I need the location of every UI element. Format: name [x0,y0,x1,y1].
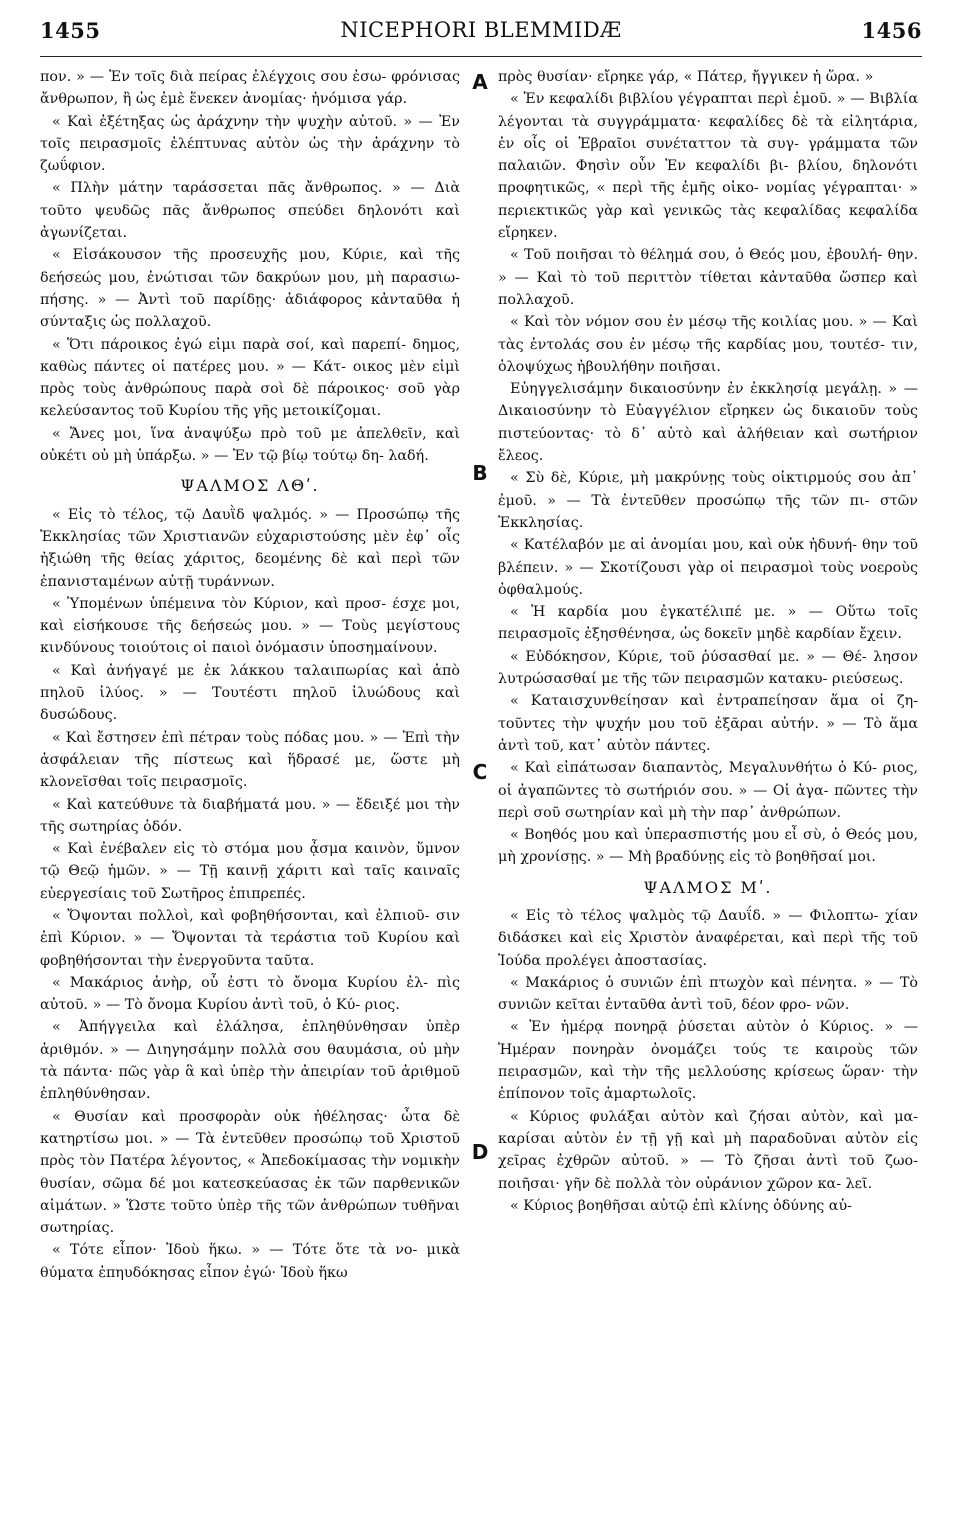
paragraph: « Πλὴν μάτην ταράσσεται πᾶς ἄνθρωπος. » — Διὰ τοῦτο ψευδῶς πᾶς ἄνθρωπος σπεύδει δηλονότι καὶ ἀγωνίζεται. [40,180,460,242]
paragraph: « Καὶ εἰπάτωσαν διαπαντὸς, Μεγαλυνθήτω ὁ Κύ- ριος, οἱ ἀγαπῶντες τὸ σωτήριόν σου. » — Οἱ ἀγα- πῶντες τὴν περὶ σοῦ σωτηρίαν καὶ μὴ τὴν παρ᾽ ἀνθρώπων. [498,760,918,821]
paragraph: « Καὶ κατεύθυνε τὰ διαβήματά μου. » — ἔδειξέ μοι τὴν τῆς σωτηρίας ὁδόν. [40,796,460,835]
page-number-right: 1456 [861,18,922,43]
right-column [498,66,918,1217]
section-marker-c: C [472,760,488,784]
paragraph: « Μακάριος ἀνὴρ, οὗ ἐστι τὸ ὄνομα Κυρίου ἐλ- πὶς αὐτοῦ. » — Τὸ ὄνομα Κυρίου ἀντὶ τοῦ, ὁ Κύ- ριος. [40,974,460,1014]
paragraph: « Ὅτι πάροικος ἐγώ εἰμι παρὰ σοί, καὶ παρεπί- δημος, καθὼς πάντες οἱ πατέρες μου. » — Κάτ- οικος μὲν εἰμὶ πρὸς τοὺς ἀνθρώπους παρὰ σοὶ δὲ πάροικος· σοῦ γὰρ κελεύσαντος τοῦ Κυρίου τῆς γῆς μετοικίζομαι. [40,336,460,420]
psalm-heading: ΨΑΛΜΟΣ Μʹ. [643,877,773,897]
paragraph: « Βοηθός μου καὶ ὑπερασπιστής μου εἶ σὺ, ὁ Θεός μου, μὴ χρονίσῃς. » — Μὴ βραδύνῃς εἰς τὸ βοηθῆσαί μοι. [498,827,918,866]
paragraph: « Εἰς τὸ τέλος ψαλμὸς τῷ Δαυΐδ. » — Φιλοπτω- χίαν διδάσκει καὶ εἰς Χριστὸν ἀναφέρεται, καὶ περὶ τῆς τοῦ Ἰούδα προλέγει ἀποστασίας. [498,907,918,969]
paragraph: πρὸς θυσίαν· εἴρηκε γάρ, « Πάτερ, ἤγγικεν ἡ ὥρα. » [498,69,874,85]
paragraph: « Καὶ ἔστησεν ἐπὶ πέτραν τοὺς πόδας μου. » — Ἐπὶ τὴν ἀσφάλειαν τῆς πίστεως καὶ ἥδρασέ με, ὥστε μὴ κλονεῖσθαι τοῖς πειρασμοῖς. [40,729,460,791]
psalm-heading: ΨΑΛΜΟΣ ΛΘʹ. [180,476,320,496]
paragraph: Εὐηγγελισάμην δικαιοσύνην ἐν ἐκκλησίᾳ μεγάλῃ. » — Δικαιοσύνην τὸ Εὐαγγέλιον εἴρηκεν ὡς δικαιοῦν τοὺς πιστεύοντας· τὸ δ᾽ αὐτὸ καὶ ἀλήθειαν καὶ σωτήριον ἔλεος. [498,381,918,465]
page-header [40,18,922,52]
paragraph: « Ἐν ἡμέρᾳ πονηρᾷ ῥύσεται αὐτὸν ὁ Κύριος. » — Ἡμέραν πονηρὰν ὀνομάζει τούς τε καιροὺς τῶν πειρασμῶν, καὶ τὴν τῆς μελλούσης κρίσεως ὥραν· τὴν ἐπίπονον τοῖς ἁμαρτωλοῖς. [498,1019,918,1103]
paragraph: « Καταισχυνθείησαν καὶ ἐντραπείησαν ἅμα οἱ ζη- τοῦντες τὴν ψυχήν μου τοῦ ἐξᾶραι αὐτήν. » — Τὸ ἅμα ἀντὶ τοῦ, κατ᾽ αὐτὸν πάντες. [498,693,918,754]
paragraph: « Ἐν κεφαλίδι βιβλίου γέγραπται περὶ ἐμοῦ. » — Βιβλία λέγονται τὰ συγγράμματα· κεφαλίδες δὲ τὰ εἰλητάρια, ἐν οἷς οἱ Ἑβραῖοι συνέταττον τὰ συγ- γράμματα τῶν παλαιῶν. Φησὶν οὖν Ἐν κεφαλίδι βι- βλίου, δηλονότι προφητικῶς, « περὶ τῆς ἐμῆς οἰκο- νομίας γέγραπται· » περιεκτικῶς γὰρ καὶ γενικῶς τὰς κεφαλίδας κεφαλίδα εἴρηκεν. [498,91,918,242]
paragraph: « Εἰσάκουσον τῆς προσευχῆς μου, Κύριε, καὶ τῆς δεήσεώς μου, ἐνώτισαι τῶν δακρύων μου, μὴ παρασιω- πήσης. » — Ἀντὶ τοῦ παρίδῃς· ἀδιάφορος κἀνταῦθα ἡ σύνταξις ὡς πολλαχοῦ. [40,247,460,331]
paragraph: « Εὐδόκησον, Κύριε, τοῦ ῥύσασθαί με. » — Θέ- λησον λυτρώσασθαί με τῆς τῶν πειρασμῶν κατακυ- ριεύσεως. [498,648,918,688]
paragraph: « Κατέλαβόν με αἱ ἀνομίαι μου, καὶ οὐκ ἠδυνή- θην τοῦ βλέπειν. » — Σκοτίζουσι γὰρ οἱ πειρασμοὶ τοὺς νοεροὺς ὀφθαλμούς. [498,537,918,598]
paragraph: « Καὶ ἐξέτηξας ὡς ἀράχνην τὴν ψυχὴν αὐτοῦ. » — Ἐν τοῖς πειρασμοῖς ἐλέπτυνας αὐτὸν ὡς τὴν ἀράχνην τὸ ζωΰφιον. [40,113,460,175]
paragraph: « Εἰς τὸ τέλος, τῷ Δαυῒδ ψαλμός. » — Προσώπῳ τῆς Ἐκκλησίας τῶν Χριστιανῶν εὐχαριστούσης μὲν ἐφ᾽ οἷς ἠξιώθη τῆς θείας χάριτος, δεομένης δὲ καὶ περὶ τῶν ἐπανισταμένων αὐτῇ τυράννων. [40,506,460,590]
paragraph: « Σὺ δὲ, Κύριε, μὴ μακρύνῃς τοὺς οἰκτιρμούς σου ἀπ᾽ ἐμοῦ. » — Τὰ ἐντεῦθεν προσώπῳ τῆς τῶν πι- στῶν Ἐκκλησίας. [498,470,918,531]
running-title: NICEPHORI BLEMMIDÆ [340,18,622,42]
paragraph: « Κύριος φυλάξαι αὐτὸν καὶ ζήσαι αὐτὸν, καὶ μα- καρίσαι αὐτὸν ἐν τῇ γῇ καὶ μὴ παραδοῦναι αὐτὸν εἰς χεῖρας ἐχθρῶν αὐτοῦ. » — Τὸ ζῆσαι ἀντὶ τοῦ ζωο- ποιῆσαι· γῆν δὲ πολλὰ τὸν οὐράνιον χῶρον κα- λεῖ. [498,1108,918,1192]
page-number-left: 1455 [40,18,101,43]
section-marker-d: D [471,1140,489,1164]
left-column [40,66,460,1284]
paragraph: « Κύριος βοηθῆσαι αὐτῷ ἐπὶ κλίνης ὀδύνης αὐ- [510,1197,852,1214]
header-rule [40,56,922,57]
paragraph: « Ἀπήγγειλα καὶ ἐλάλησα, ἐπληθύνθησαν ὑπὲρ ἀριθμόν. » — Διηγησάμην πολλὰ σου θαυμάσια, οὐ μὴν τὰ πάντα· πῶς γὰρ ἃ καὶ ὑπὲρ τὴν ἀπειρίαν τοῦ ἀριθμοῦ ἐπληθύνθησαν. [40,1019,460,1103]
paragraph: « Ὄψονται πολλοὶ, καὶ φοβηθήσονται, καὶ ἐλπιοῦ- σιν ἐπὶ Κύριον. » — Ὄψονται τὰ τεράστια τοῦ Κυρίου καὶ φοβηθήσονται τὴν ἐνεργοῦντα ταῦτα. [40,907,460,969]
paragraph: « Καὶ ἐνέβαλεν εἰς τὸ στόμα μου ᾆσμα καινὸν, ὕμνον τῷ Θεῷ ἡμῶν. » — Τῇ καινῇ χάριτι καὶ ταῖς καιναῖς εὐεργεσίαις τοῦ Σωτῆρος ἐπιπρεπές. [40,841,460,902]
paragraph: πον. » — Ἐν τοῖς διὰ πείρας ἐλέγχοις σου ἐσω- φρόνισας ἄνθρωπον, ἢ ὡς ἐμὲ ἕνεκεν ἀνομίας· ἠνόμισα γάρ. [40,69,460,108]
paragraph: « Καὶ ἀνήγαγέ με ἐκ λάκκου ταλαιπωρίας καὶ ἀπὸ πηλοῦ ἰλύος. » — Τουτέστι πηλοῦ ἰλυώδους καὶ δυσώδους. [40,662,460,724]
paragraph: « Τότε εἶπον· Ἰδοὺ ἥκω. » — Τότε ὅτε τὰ νο- μικὰ θύματα ἐπηυδόκησας εἶπον ἐγώ· Ἰδοὺ ἥκω [40,1242,460,1281]
paragraph: « Ἡ καρδία μου ἐγκατέλιπέ με. » — Οὕτω τοῖς πειρασμοῖς ἐξησθένησα, ὡς δοκεῖν μηδὲ καρδίαν ἔχειν. [498,604,918,643]
paragraph: « Ὑπομένων ὑπέμεινα τὸν Κύριον, καὶ προσ- έσχε μοι, καὶ εἰσήκουσε τῆς δεήσεώς μου. » — Τοὺς μεγίστους κινδύνους τοιούτοις οἱ παιοὶ ὀνόμασιν ὑποσημαίνουν. [40,595,460,657]
paragraph: « Καὶ τὸν νόμον σου ἐν μέσῳ τῆς κοιλίας μου. » — Καὶ τὰς ἐντολάς σου ἐν μέσῳ τῆς καρδίας μου, τουτέσ- τιν, ὁλοψύχως ἠβουλήθην ποιῆσαι. [498,314,918,375]
section-marker-b: B [472,461,488,485]
paragraph: « Ἄνες μοι, ἵνα ἀναψύξω πρὸ τοῦ με ἀπελθεῖν, καὶ οὐκέτι οὐ μὴ ὑπάρξω. » — Ἐν τῷ βίῳ τούτῳ δη- λαδή. [40,425,460,465]
section-marker-a: A [472,70,488,94]
paragraph: « Τοῦ ποιῆσαι τὸ θέλημά σου, ὁ Θεός μου, ἐβουλή- θην. » — Καὶ τὸ τοῦ περιττὸν τίθεται κἀνταῦθα ὥσπερ καὶ πολλαχοῦ. [498,247,918,308]
paragraph: « Μακάριος ὁ συνιῶν ἐπὶ πτωχὸν καὶ πένητα. » — Τὸ συνιῶν κεῖται ἐνταῦθα ἀντὶ τοῦ, δέον φρο- νῶν. [498,974,918,1014]
paragraph: « Θυσίαν καὶ προσφορὰν οὐκ ἠθέλησας· ὦτα δὲ κατηρτίσω μοι. » — Τὰ ἐντεῦθεν προσώπῳ τοῦ Χριστοῦ πρὸς τὸν Πατέρα λέγοντος, « Ἀπεδοκίμασας τὴν νομικὴν θυσίαν, σῶμα δέ μοι κατεσκεύασας ἐκ τῶν παρθενικῶν αἱμάτων. » Ὥστε τοῦτο ὑπὲρ τῆς τῶν ἀνθρώπων τυθῆναι σωτηρίας. [40,1108,460,1237]
